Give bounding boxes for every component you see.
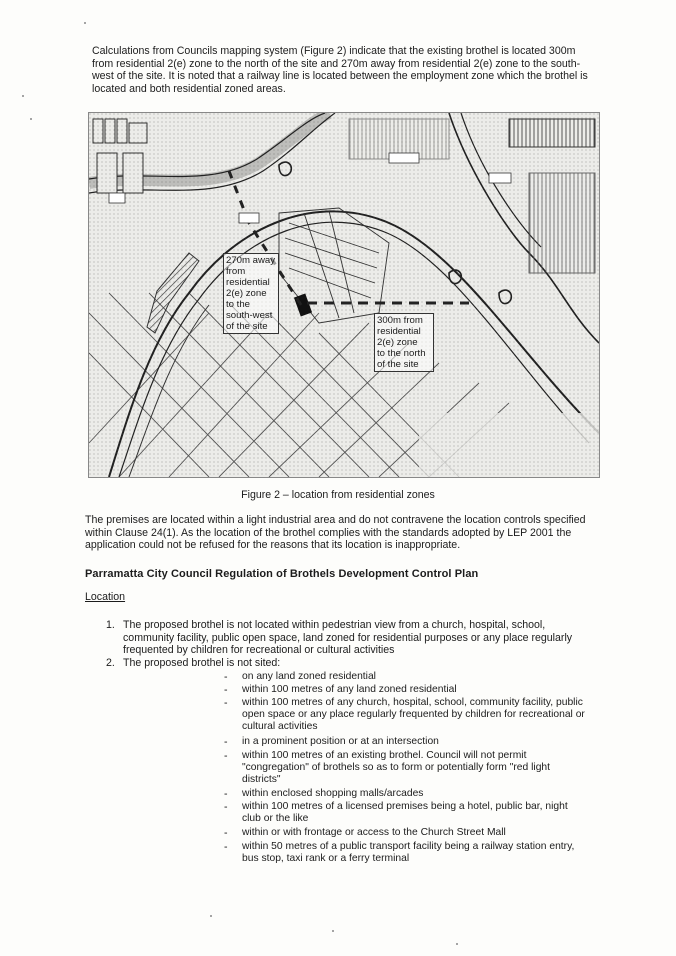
bullet-item: within 100 metres of a licensed premises being a hotel, public bar, night club or the like [242,801,568,824]
figure-caption: Figure 2 – location from residential zones [241,489,435,501]
bullet-item: in a prominent position or at an intersection [242,736,439,747]
label-line: of the site [226,321,268,332]
label-line: 2(e) zone [226,288,267,299]
scan-speck [22,95,24,97]
bullet-mark: - [224,684,228,696]
label-line: to the north [377,348,426,359]
bullet-item: within 100 metres of any church, hospital, school, community facility, public open space or any place regularly frequented by children for recreational or cultural activities [242,697,585,732]
label-line: residential [377,326,421,337]
map-graphic [89,113,599,477]
label-line: residential [226,277,270,288]
bullet-item: within 50 metres of a public transport facility being a railway station entry, bus stop, taxi rank or a ferry terminal [242,841,575,864]
bullet-item: within 100 metres of any land zoned residential [242,684,457,695]
location-subheading: Location [85,591,126,603]
label-line: south-west [226,310,273,321]
list-item-text: The proposed brothel is not sited: [123,657,281,669]
label-line: 270m away [226,255,276,266]
label-line: to the [226,299,251,310]
label-line: 300m from [377,315,423,326]
bullet-mark: - [224,827,228,839]
bullet-item: within or with frontage or access to the Church Street Mall [242,827,506,838]
bullet-mark: - [224,736,228,748]
bullet-item: within 100 metres of an existing brothel. Council will not permit "congregation" of brothels so as to form or potentially form "red light districts" [242,750,551,785]
bullet-mark: - [224,801,228,813]
label-line: of the site [377,359,419,370]
map-label-southwest [223,253,279,334]
scan-speck [210,915,212,917]
scan-speck [30,118,32,120]
bullet-mark: - [224,697,228,709]
map-label-north [374,313,434,372]
scan-speck [84,22,86,24]
intro-paragraph: Calculations from Councils mapping system (Figure 2) indicate that the existing brothel is located 300m from residential 2(e) zone to the north of the site and 270m away from residential 2(e) zone to the south-west of the site. It is noted that a railway line is located between the employment zone which the brothel is located and both residential zoned areas. [92,45,588,95]
bullet-item: on any land zoned residential [242,671,376,682]
zoning-map-figure [88,112,600,478]
scan-speck [456,943,458,945]
label-line: from [226,266,246,277]
scan-speck [332,930,334,932]
bullet-mark: - [224,841,228,853]
label-line: 2(e) zone [377,337,418,348]
premises-paragraph: The premises are located within a light industrial area and do not contravene the location controls specified within Clause 24(1). As the location of the brothel complies with the standards adopted by LEP 2001 the application could not be refused for the reasons that its location is inappropriate. [85,514,586,552]
bullet-item: within enclosed shopping malls/arcades [242,788,424,799]
list-number: 1. [106,619,115,631]
bullet-mark: - [224,750,228,762]
section-heading: Parramatta City Council Regulation of Brothels Development Control Plan [85,568,479,580]
bullet-mark: - [224,671,228,683]
bullet-mark: - [224,788,228,800]
list-item-text: The proposed brothel is not located within pedestrian view from a church, hospital, school, community facility, public open space, land zoned for residential purposes or any place regularly frequented by children for recreational or cultural activities [123,619,573,657]
list-number: 2. [106,657,115,669]
